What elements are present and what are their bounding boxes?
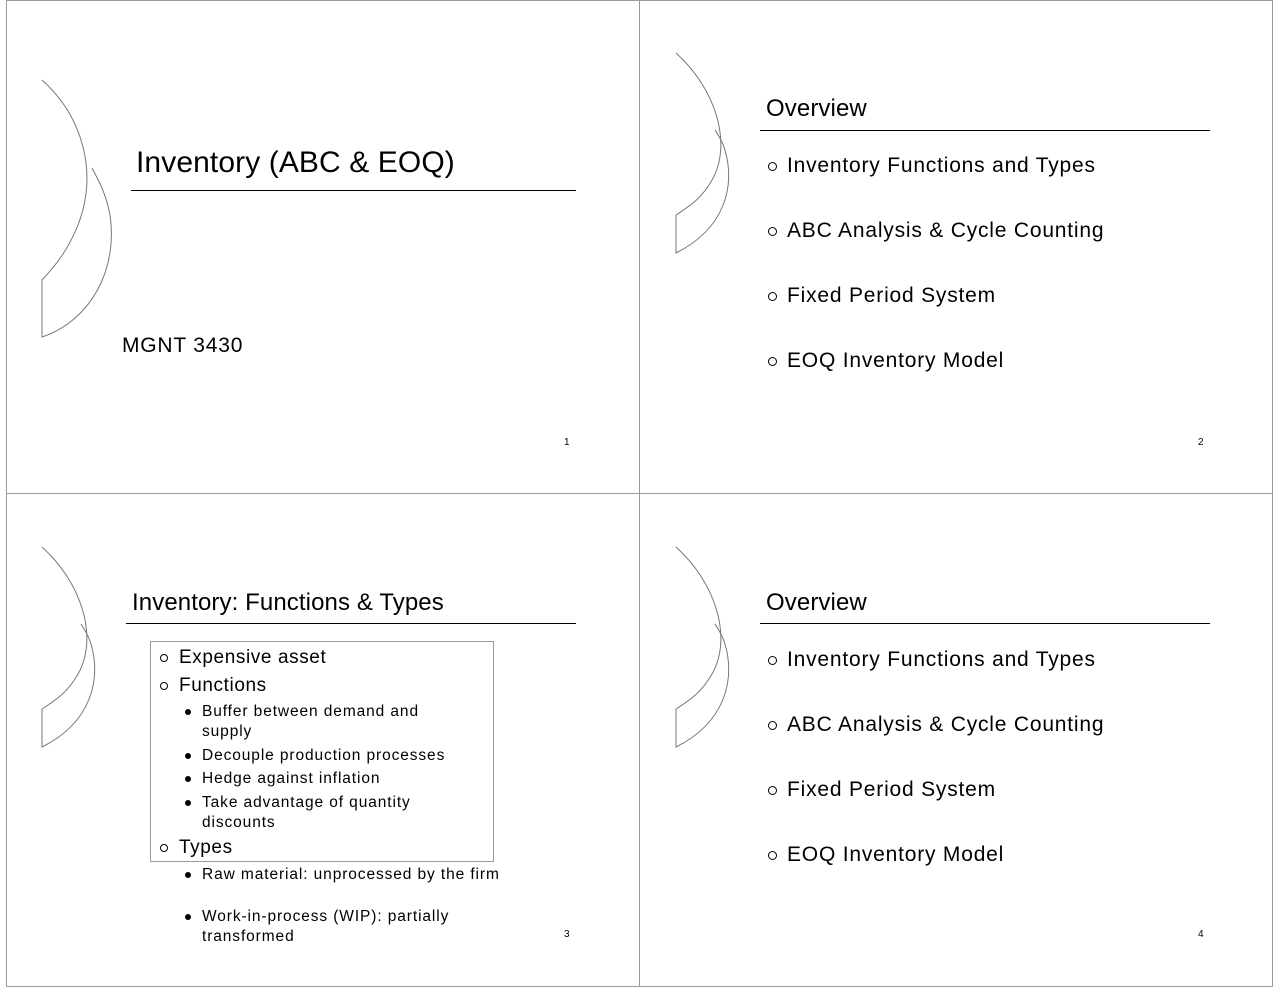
sub-bullet: Buffer between demand and supply bbox=[202, 702, 462, 742]
sub-bullet: Decouple production processes bbox=[202, 746, 502, 766]
dot-bullet-icon bbox=[185, 776, 191, 782]
sub-bullet: Hedge against inflation bbox=[202, 769, 502, 789]
overview-item: Fixed Period System bbox=[768, 778, 996, 802]
slide-arc-decoration bbox=[640, 0, 1273, 493]
bullet-expensive-asset: Expensive asset bbox=[160, 647, 326, 669]
slide-arc-decoration bbox=[6, 0, 639, 493]
title-underline bbox=[760, 623, 1210, 624]
slide-number: 3 bbox=[564, 929, 570, 940]
sub-bullet: Take advantage of quantity discounts bbox=[202, 793, 452, 833]
ring-bullet-icon bbox=[768, 292, 777, 301]
sub-bullet: Raw material: unprocessed by the firm bbox=[202, 865, 502, 885]
dot-bullet-icon bbox=[185, 753, 191, 759]
ring-bullet-icon bbox=[160, 654, 168, 662]
slide-4 bbox=[640, 494, 1273, 987]
title-underline bbox=[131, 190, 576, 191]
ring-bullet-icon bbox=[768, 851, 777, 860]
overview-item: ABC Analysis & Cycle Counting bbox=[768, 713, 1104, 737]
dot-bullet-icon bbox=[185, 800, 191, 806]
title-underline bbox=[126, 623, 576, 624]
title-underline bbox=[760, 130, 1210, 131]
slide-title: Inventory (ABC & EOQ) bbox=[136, 146, 455, 179]
ring-bullet-icon bbox=[160, 682, 168, 690]
dot-bullet-icon bbox=[185, 914, 191, 920]
slide-number: 1 bbox=[564, 437, 570, 448]
ring-bullet-icon bbox=[160, 844, 168, 852]
overview-item: EOQ Inventory Model bbox=[768, 843, 1004, 867]
dot-bullet-icon bbox=[185, 872, 191, 878]
sub-bullet: Work-in-process (WIP): partially transformed bbox=[202, 907, 492, 947]
ring-bullet-icon bbox=[768, 357, 777, 366]
ring-bullet-icon bbox=[768, 227, 777, 236]
ring-bullet-icon bbox=[768, 786, 777, 795]
slide-1 bbox=[6, 0, 639, 493]
bullet-types: Types bbox=[160, 837, 233, 859]
slide-3 bbox=[6, 494, 639, 987]
slide-number: 2 bbox=[1198, 437, 1204, 448]
overview-item: ABC Analysis & Cycle Counting bbox=[768, 219, 1104, 243]
dot-bullet-icon bbox=[185, 709, 191, 715]
slide-number: 4 bbox=[1198, 929, 1204, 940]
slide-2 bbox=[640, 0, 1273, 493]
ring-bullet-icon bbox=[768, 162, 777, 171]
overview-item: Fixed Period System bbox=[768, 284, 996, 308]
overview-item: Inventory Functions and Types bbox=[768, 154, 1096, 178]
ring-bullet-icon bbox=[768, 721, 777, 730]
overview-item: Inventory Functions and Types bbox=[768, 648, 1096, 672]
overview-item: EOQ Inventory Model bbox=[768, 349, 1004, 373]
bullet-functions: Functions bbox=[160, 675, 267, 697]
slide-title: Overview bbox=[766, 589, 867, 616]
slide-title: Inventory: Functions & Types bbox=[132, 589, 444, 616]
slide-title: Overview bbox=[766, 95, 867, 122]
ring-bullet-icon bbox=[768, 656, 777, 665]
course-code: MGNT 3430 bbox=[122, 334, 244, 357]
slide-arc-decoration bbox=[640, 494, 1273, 987]
